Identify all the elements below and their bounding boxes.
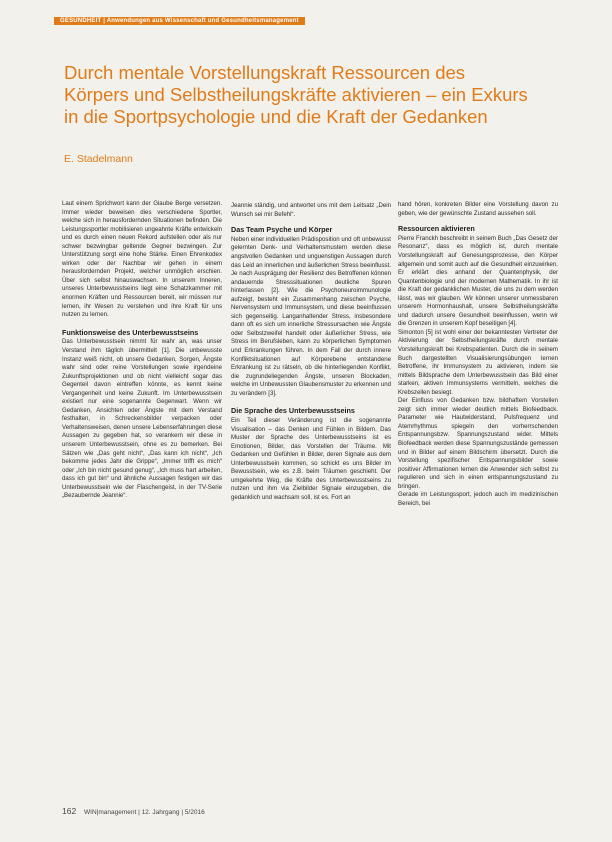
- author-name: E. Stadelmann: [64, 153, 133, 165]
- col2-intro-paragraph: Jeannie ständig, und antwortet uns mit dem Leitsatz „Dein Wunsch sei mir Befehl“.: [231, 202, 391, 218]
- col3-body-paragraph-1: Pierre Franckh beschreibt in seinem Buch „Das Gesetz der Resonanz“, dass es möglich ist, durch mentale Vorstellungskraft auf Genesungsprozesse, den Körper allgemein und somit auch auf die Gesundheit einzuwirken. Er erklärt dies anhand der Quantenphysik, der Quantenbiologie und der modernen Mathematik. In ihr ist die Kraft der gedanklichen Muster, die uns zu dem werden lässt, was wir glauben. Wir können unserer unmessbaren unserem Hormonhaushalt, unsere Selbstheilungskräfte und dadurch unsere Gesundheit beeinflussen, wenn wir die Grenzen in unserem Kopf beseitigen [4].: [398, 234, 558, 328]
- col3-body-paragraph-2: Simonton [5] ist wohl einer der bekanntesten Vertreter der Aktivierung der Selbstheilungskräfte durch mentale Vorstellungskraft bei Krebspatienten. Durch die in seinem Buch dargestellten Visualisierungsübungen lernen Betroffene, ihr Immunsystem zu aktivieren, indem sie mittels Bildsprache dem Unterbewusstsein das Bild einer starken, aktiven Immunsystems vermitteln, welches die Krebszellen besiegt.: [398, 328, 558, 396]
- col3-intro-paragraph: hand hören, konkreten Bilder eine Vorstellung davon zu geben, wie der gewünschte Zustand aussehen soll.: [398, 201, 558, 217]
- col2-heading-2: Die Sprache des Unterbewusstseins: [231, 406, 355, 416]
- page-number: 162: [62, 806, 77, 816]
- col3-heading: Ressourcen aktivieren: [398, 224, 475, 234]
- text-column-2: [231, 202, 391, 503]
- issue-info: WIN|management | 12. Jahrgang | 5/2016: [84, 809, 205, 816]
- col1-intro-paragraph: Laut einem Sprichwort kann der Glaube Berge versetzen. Immer wieder beweisen dies verschiedene Sportler, welche sich in herausfordernden Situationen befinden. Die Leistungssportler mobilisieren ungeahnte Kräfte entwickeln und es durch einen neuen Rekord aufstellen oder als nur schwer bezwingbar geltende Gegner bezwingen. Zur Unterstützung sorgt eine hohe Stärke. Einen Ehrenkodex wirken oder der Nachbar wir gehen in einem herausfordernden Projekt, welcher unmöglich erschien. Über sich selbst hinauswachsen. In unserem Inneren, unseres Unterbewusstseins liegt eine Schatzkammer mit enormen Kräften und Ressourcen bereit, wir müssen nur lernen, ihr Wesen zu verstehen und ihre Kraft für uns nutzen zu lernen.: [62, 200, 222, 319]
- title-line-2: Körpers und Selbstheilungskräfte aktivieren – ein Exkurs: [64, 84, 528, 105]
- col2-heading-1: Das Team Psyche und Körper: [231, 225, 333, 235]
- col1-body-paragraph: Das Unterbewusstsein nimmt für wahr an, was unser Verstand ihm täglich übermittelt [1]. Die unbewusste Instanz weiß nicht, ob unsere Gedanken, Sorgen, Ängste wahr sind oder reine Vorstellungen sowie irgendeine Zukunftsprojektionen und ob nicht vielleicht sogar das Gegenteil davon eintreffen könnte, es kennt keine Vergangenheit und keine Zukunft. Im Unterbewusstsein existiert nur eine sogenannte Gegenwart. Wenn wir Gedanken, Ansichten oder Ängste mit dem Verstand festhalten, in Schreckensbilder verpacken oder Verhaltensweisen, denen unsere Lebenserfahrungen diese Aussagen zu gegeben hat, so verankern wir diese in unserem Unterbewusstsein, ohne es zu bemerken. Bei Sätzen wie „Das geht nicht“, „Das kann ich nicht“, „Ich bekomme jedes Jahr die Grippe“, „Immer trifft es mich“ oder „Ich bin nicht gesund genug“, „Ich muss hart arbeiten, dass ich gut bin“ und ähnliche Aussagen festigen wir das Unterbewusstsein wie der Flaschengeist, in der TV-Serie „Bezaubernde Jeannie“.: [62, 338, 222, 500]
- text-column-1: [62, 200, 222, 501]
- col1-heading: Funktionsweise des Unterbewusstseins: [62, 327, 199, 337]
- col2-body-paragraph-2: Ein Teil dieser Veränderung ist die sogenannte Visualisation – das Denken und Fühlen in Bildern. Das Muster der Sprache des Unterbewusstseins ist es Emotionen, Bilder, das Vorstellen der Träume. Mit Gedanken und Gefühlen in Bilder, deren Signale aus dem Unterbewusstsein kommen, so schickt es uns Bilder im Bewusstsein, wie es z.B. beim Träumen geschieht. Der umgekehrte Weg, die Kräfte des Unterbewusstseins zu nutzen und ihm via Zielbilder Signale einzugeben, die gedanklich und wachsam soll, ist es. Fort an: [231, 417, 391, 501]
- col3-body-paragraph-4: Gerade im Leistungssport, jedoch auch im medizinischen Bereich, bei: [398, 491, 558, 507]
- col2-body-paragraph-1: Neben einer individuellen Prädisposition und oft unbewusst gelernten Denk- und Verhaltensmustern werden diese angstvollen Gedanken und unguenstigen Aussagen durch das Leid an innerlichen und äußerlichen Stress beeinflusst. Je nach Ausprägung der Resilienz des Betroffenen können andauernde Stresssituationen deutliche Spuren hinterlassen [2]. Wie die Psychoneuroimmunologie aufzeigt, besteht ein Zusammenhang zwischen Psyche, Nervensystem und Immunsystem, und diese beeinflussen sich gegenseitig. Langanhaltender Stress, insbesondere dann oft es sich um innerliche Stressursachen wie Ängste oder Selbstzweifel handelt oder äußerlicher Stress, wie Stress im Berufsleben, kann zu körperlichen Symptomen und Erkrankungen führen. In dem Fall der durch innere Konfliktsituationen auf Körperebene entstandene Erkrankung ist zu rätseln, ob die hinterliegenden Konflikt, die zugrundeliegenden Ängste, unseren Blockaden, welche im Unbewussten Glaubensmuster zu erkennen und zu verändern [3].: [231, 235, 391, 397]
- title-line-3: in die Sportpsychologie und die Kraft der Gedanken: [64, 106, 488, 127]
- title-line-1: Durch mentale Vorstellungskraft Ressourcen des: [64, 62, 466, 83]
- section-tag: GESUNDHEIT | Anwendungen aus Wissenschaft und Gesundheitsmanagement: [54, 17, 305, 25]
- col3-body-paragraph-3: Der Einfluss von Gedanken bzw. bildhaftem Vorstellen zeigt sich immer wieder deutlich mittels Biofeedback. Parameter wie Hautwiderstand, Pulsfrequenz und Atemrhythmus spiegeln den vorherrschenden Entspannungsbzw. Spannungszustand wider. Mittels Biofeedback werden diese Spannungszustände gemessen und in Bilder auf einem Bildschirm übersetzt. Durch die Vorstellung spezifischer Entspannungsbilder sowie positiver Affirmationen lernen die Anwender sich selbst zu regulieren und sich in einen entspannungszustand zu bringen.: [398, 397, 558, 490]
- article-title: [64, 62, 594, 128]
- text-column-3: [398, 201, 558, 508]
- page-footer: [62, 806, 205, 816]
